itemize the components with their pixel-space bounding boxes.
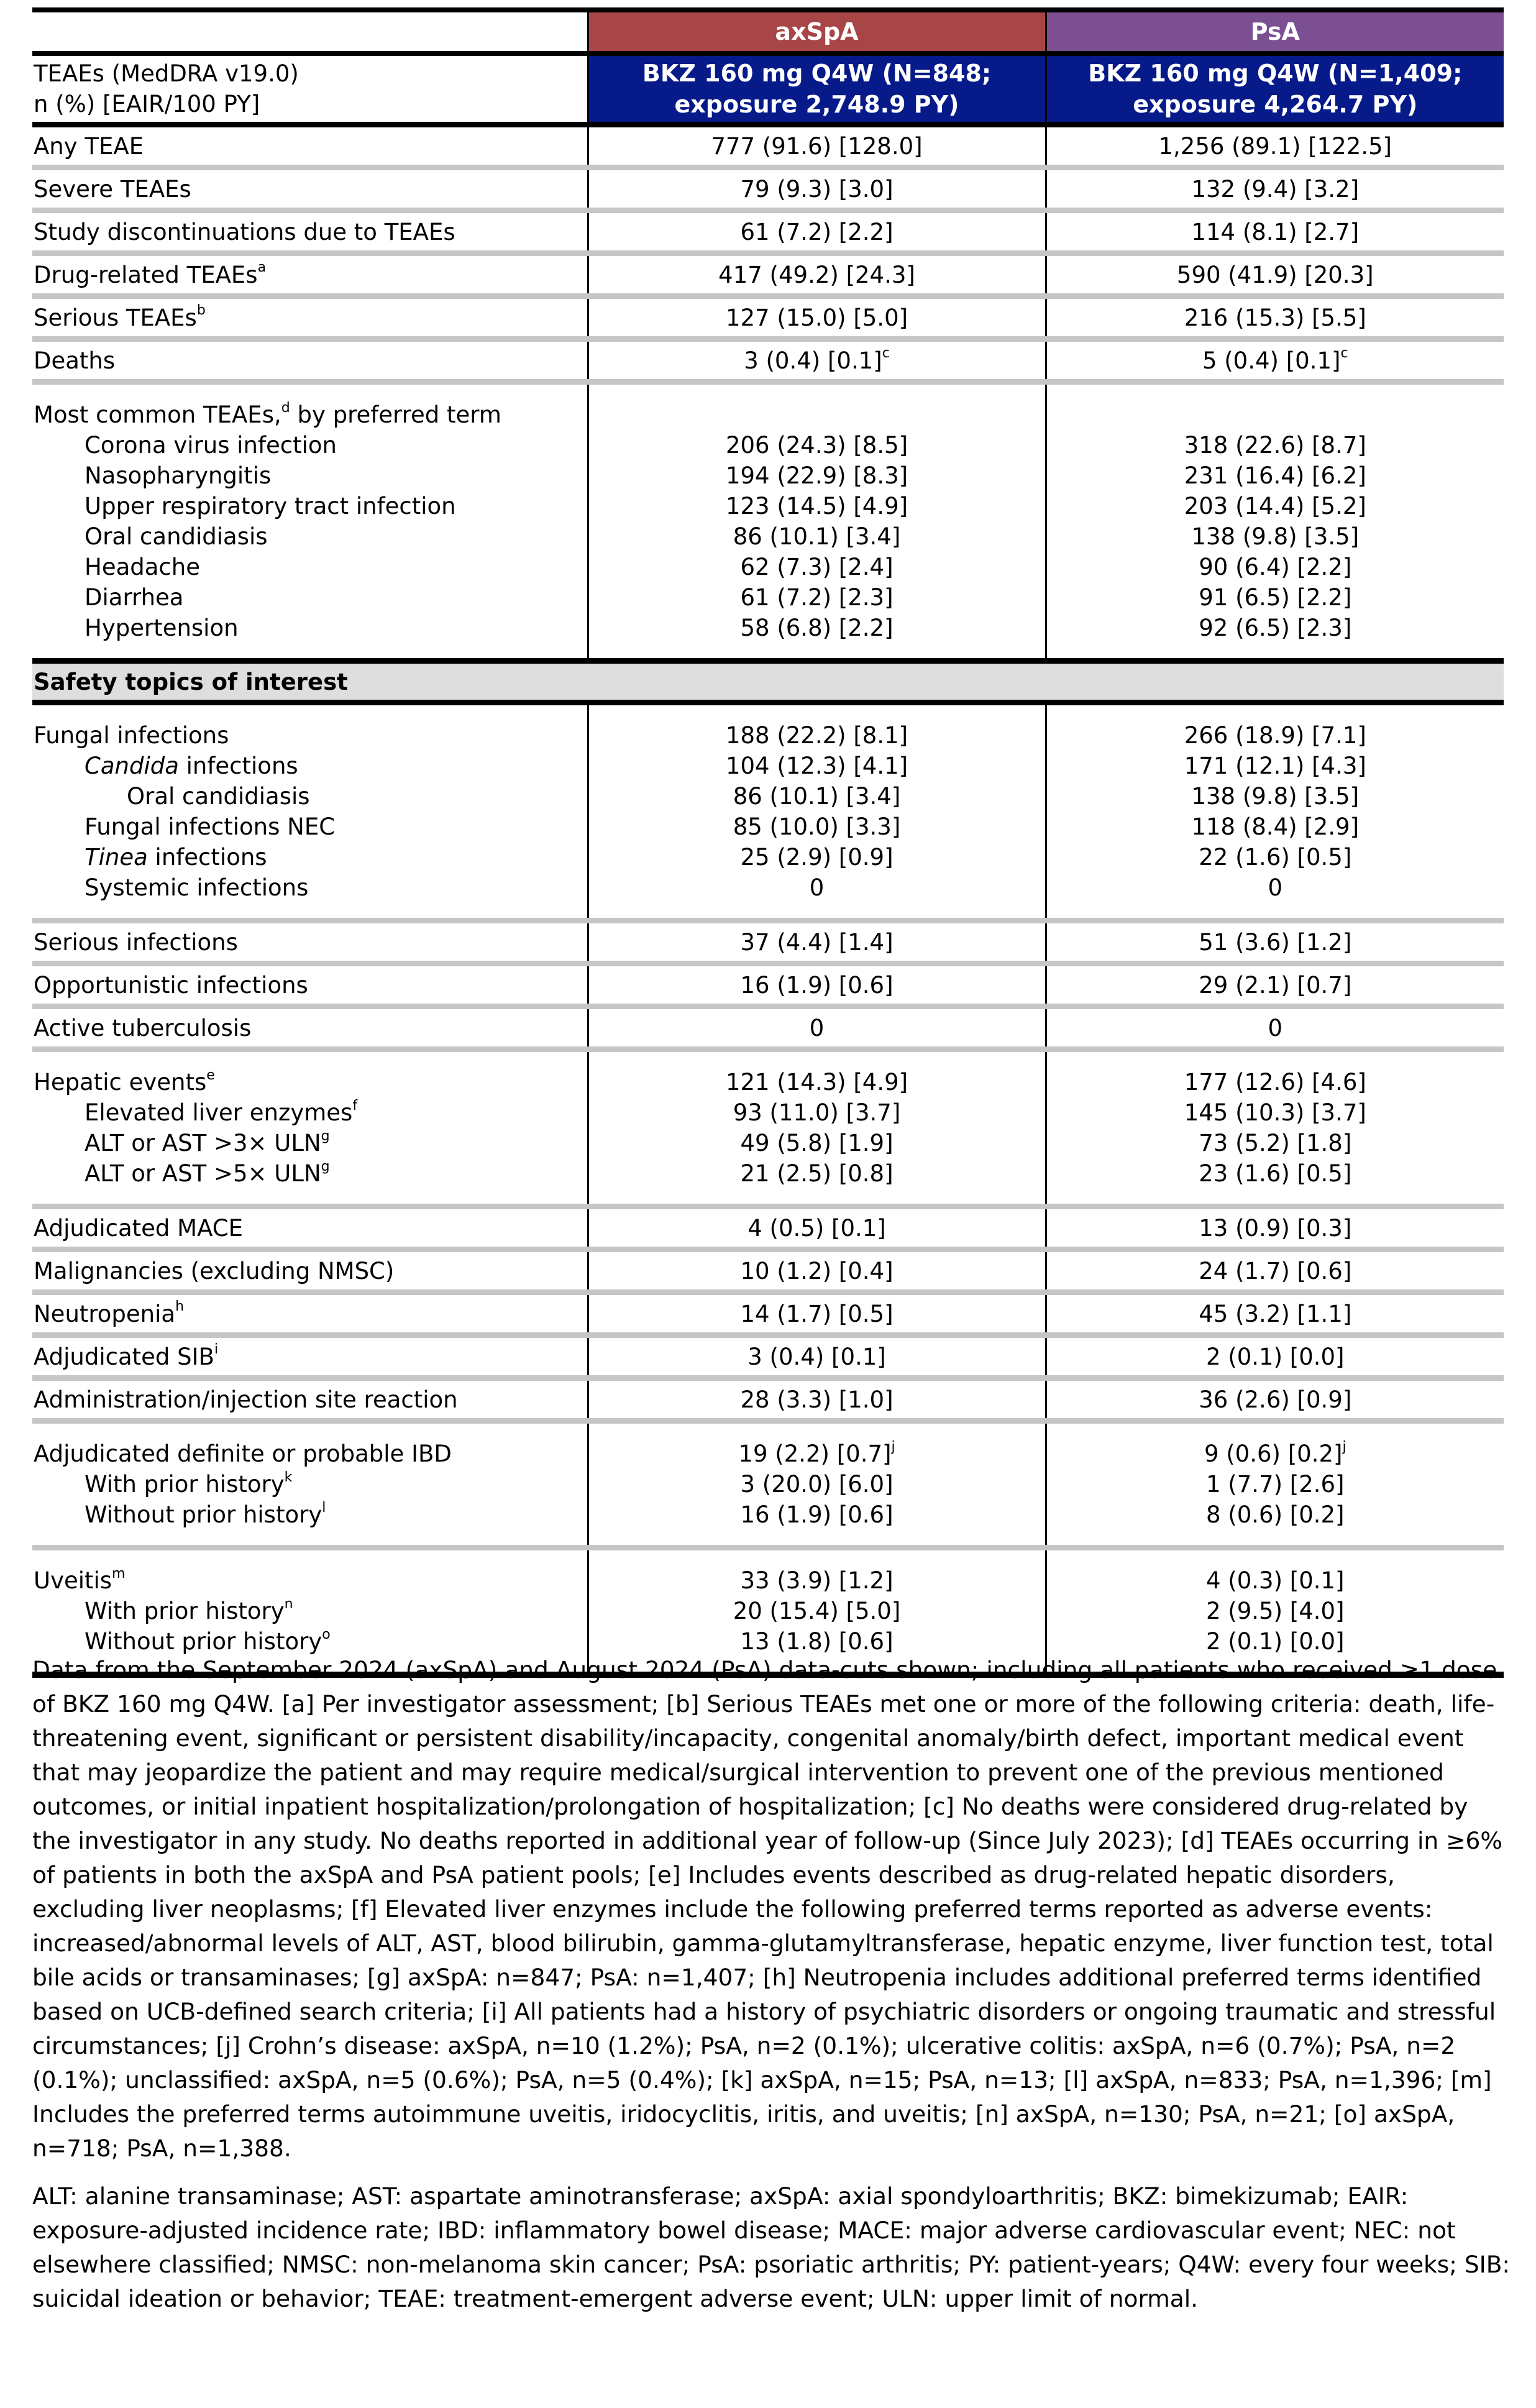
row-label: Opportunistic infections: [32, 964, 588, 1007]
footnote-marker: d: [281, 400, 290, 416]
psa-value: 91 (6.5) [2.2]: [1199, 584, 1352, 611]
row-label-text: Adjudicated SIB: [34, 1343, 214, 1370]
table-row: [32, 211, 1504, 254]
list-item-label: [34, 842, 587, 872]
axspa-value: 62 (7.3) [2.4]: [740, 554, 894, 580]
group-header-axspa: axSpA: [588, 10, 1046, 53]
psa-value: 118 (8.4) [2.9]: [1191, 813, 1360, 840]
axspa-value: 86 (10.1) [3.4]: [733, 783, 901, 810]
spacer: [1047, 400, 1504, 430]
axspa-value: 93 (11.0) [3.7]: [733, 1099, 901, 1126]
axspa-value: 0: [809, 874, 825, 901]
axspa-value: 16 (1.9) [0.6]: [588, 964, 1046, 1007]
psa-value: 36 (2.6) [0.9]: [1046, 1378, 1504, 1421]
footnote-marker: j: [1342, 1439, 1346, 1455]
axspa-value: 86 (10.1) [3.4]: [733, 523, 901, 550]
axspa-value: 123 (14.5) [4.9]: [725, 493, 908, 520]
row-label-text: Adjudicated MACE: [34, 1214, 243, 1242]
list-item-label: [34, 1626, 587, 1657]
label-text: Elevated liver enzymes: [85, 1099, 353, 1126]
psa-value: 29 (2.1) [0.7]: [1046, 964, 1504, 1007]
axspa-value: 0: [588, 1007, 1046, 1050]
table-row: [32, 1007, 1504, 1050]
footnote-marker: c: [882, 346, 890, 362]
psa-value: 171 (12.1) [4.3]: [1184, 753, 1366, 779]
row-label: [32, 1378, 588, 1421]
ibd-group: [32, 1421, 1504, 1548]
footnote-marker: e: [206, 1067, 215, 1083]
psa-value: 4 (0.3) [0.1]: [1206, 1567, 1345, 1594]
section-title: Safety topics of interest: [32, 661, 1504, 703]
row-label-header: [32, 53, 588, 125]
italic-term: Candida: [85, 753, 179, 779]
list-item-label: [34, 1469, 587, 1499]
psa-value: 8 (0.6) [0.2]: [1206, 1501, 1345, 1528]
psa-value: 92 (6.5) [2.3]: [1199, 615, 1352, 641]
axspa-value: 127 (15.0) [5.0]: [588, 296, 1046, 339]
table-row: [32, 1293, 1504, 1335]
most-common-labels: [32, 382, 588, 661]
hepatic-labels: [32, 1050, 588, 1207]
label-rest: infections: [147, 844, 267, 871]
fungal-axspa-values: [588, 703, 1046, 921]
row-label-text: Any TEAE: [34, 132, 144, 160]
psa-value: 22 (1.6) [0.5]: [1199, 844, 1352, 871]
label-text: ALT or AST >3× ULN: [85, 1130, 321, 1156]
footnote-marker: k: [284, 1469, 293, 1485]
psa-value: 24 (1.7) [0.6]: [1046, 1250, 1504, 1293]
footnote-marker: g: [321, 1158, 330, 1174]
label-text: Uveitis: [34, 1567, 112, 1594]
list-item-label: Fungal infections NEC: [85, 813, 336, 840]
axspa-value: 206 (24.3) [8.5]: [725, 432, 908, 459]
arm-header-row: [32, 53, 1504, 125]
table-row: [32, 339, 1504, 382]
safety-table-container: [32, 7, 1504, 1678]
row-label-text: Administration/injection site reaction: [34, 1386, 458, 1413]
list-item-label: [34, 1565, 587, 1596]
axspa-value: 188 (22.2) [8.1]: [725, 722, 908, 749]
row-label: Serious infections: [32, 921, 588, 964]
table-row: [32, 168, 1504, 211]
row-label: [32, 296, 588, 339]
footnote-marker: f: [352, 1097, 358, 1114]
list-item-label: [34, 1499, 587, 1530]
psa-value: 23 (1.6) [0.5]: [1199, 1160, 1352, 1187]
row-label-text: Drug-related TEAEs: [34, 261, 258, 288]
arm-header-axspa-line1: BKZ 160 mg Q4W (N=848;: [642, 60, 992, 87]
row-label: [32, 1293, 588, 1335]
list-item-label: Nasopharyngitis: [85, 462, 272, 489]
psa-value: 231 (16.4) [6.2]: [1184, 462, 1366, 489]
list-item-label: [34, 1097, 587, 1128]
axspa-value: 28 (3.3) [1.0]: [588, 1378, 1046, 1421]
psa-value-text: 5 (0.4) [0.1]: [1202, 347, 1341, 374]
table-row: [32, 921, 1504, 964]
psa-value: 138 (9.8) [3.5]: [1191, 783, 1360, 810]
footnote-abbreviations: ALT: alanine transaminase; AST: aspartate aminotransferase; axSpA: axial spondyloarthritis; BKZ: bimekizumab; EAIR: exposure-adjusted incidence rate; IBD: inflammatory bowel disease; MACE: major adverse cardiovascular event; NEC: not elsewhere classified; NMSC: non-melanoma skin cancer; PsA: psoriatic arthritis; PY: patient-years; Q4W: every four weeks; SIB: suicidal ideation or behavior; TEAE: treatment-emergent adverse event; ULN: upper limit of normal.: [32, 2182, 1511, 2312]
most-common-psa-values: [1046, 382, 1504, 661]
axspa-value: 79 (9.3) [3.0]: [588, 168, 1046, 211]
row-label-text: Serious TEAEs: [34, 304, 197, 331]
ibd-labels: [32, 1421, 588, 1548]
group-header-row: [32, 10, 1504, 53]
list-item-label: Systemic infections: [85, 874, 309, 901]
group-header-psa: PsA: [1046, 10, 1504, 53]
section-header-row: [32, 661, 1504, 703]
list-item-label: [34, 751, 587, 781]
fungal-infections-group: [32, 703, 1504, 921]
list-item-label: [34, 1158, 587, 1189]
list-item-label: [34, 1128, 587, 1158]
arm-header-psa: [1046, 53, 1504, 125]
axspa-value: 37 (4.4) [1.4]: [588, 921, 1046, 964]
arm-header-psa-line1: BKZ 160 mg Q4W (N=1,409;: [1088, 60, 1463, 87]
row-label-text: Severe TEAEs: [34, 175, 191, 203]
psa-value: 0: [1268, 874, 1283, 901]
table-row: [32, 1250, 1504, 1293]
axspa-value: 20 (15.4) [5.0]: [733, 1598, 901, 1624]
psa-value: 1 (7.7) [2.6]: [1206, 1471, 1345, 1498]
arm-header-psa-line2: exposure 4,264.7 PY): [1133, 91, 1418, 118]
psa-value: 2 (0.1) [0.0]: [1206, 1628, 1345, 1655]
axspa-value: 33 (3.9) [1.2]: [740, 1567, 894, 1594]
psa-value: 45 (3.2) [1.1]: [1046, 1293, 1504, 1335]
fungal-labels: [32, 703, 588, 921]
row-label: [32, 168, 588, 211]
axspa-value: 49 (5.8) [1.9]: [740, 1130, 894, 1156]
axspa-value: 14 (1.7) [0.5]: [588, 1293, 1046, 1335]
table-row: [32, 1207, 1504, 1250]
list-item-label: Adjudicated definite or probable IBD: [34, 1440, 452, 1467]
arm-header-axspa: [588, 53, 1046, 125]
hepatic-psa-values: [1046, 1050, 1504, 1207]
row-label: [32, 254, 588, 296]
spacer: [589, 400, 1045, 430]
footnote-marker: g: [321, 1128, 330, 1144]
hepatic-axspa-values: [588, 1050, 1046, 1207]
row-label: [32, 1207, 588, 1250]
list-item-label: Oral candidiasis: [85, 523, 268, 550]
psa-value: 1,256 (89.1) [122.5]: [1046, 125, 1504, 168]
table-row: [32, 296, 1504, 339]
psa-value: 51 (3.6) [1.2]: [1046, 921, 1504, 964]
most-common-title-text: Most common TEAEs,: [34, 401, 281, 428]
row-label: Active tuberculosis: [32, 1007, 588, 1050]
list-item-label: Upper respiratory tract infection: [85, 493, 456, 520]
psa-value: 73 (5.2) [1.8]: [1199, 1130, 1352, 1156]
hepatic-events-group: [32, 1050, 1504, 1207]
row-label-header-line1: TEAEs (MedDRA v19.0): [34, 60, 299, 87]
footnote-marker: h: [175, 1299, 185, 1315]
psa-value: 13 (0.9) [0.3]: [1046, 1207, 1504, 1250]
axspa-value: 61 (7.2) [2.3]: [740, 584, 894, 611]
table-row: [32, 125, 1504, 168]
row-label: [32, 1250, 588, 1293]
italic-term: Tinea: [85, 844, 148, 871]
footnote-marker: o: [322, 1626, 331, 1642]
most-common-title-suffix: by preferred term: [290, 401, 501, 428]
row-label-text: Study discontinuations due to TEAEs: [34, 218, 455, 245]
psa-value: 138 (9.8) [3.5]: [1191, 523, 1360, 550]
label-text: With prior history: [85, 1598, 285, 1624]
list-item-label: Oral candidiasis: [127, 783, 310, 810]
label-text: Hepatic events: [34, 1069, 207, 1096]
axspa-value: [589, 1439, 1045, 1469]
axspa-value: 85 (10.0) [3.3]: [733, 813, 901, 840]
psa-value: 318 (22.6) [8.7]: [1184, 432, 1366, 459]
psa-value: 590 (41.9) [20.3]: [1046, 254, 1504, 296]
axspa-value: 4 (0.5) [0.1]: [588, 1207, 1046, 1250]
axspa-value: 104 (12.3) [4.1]: [725, 753, 908, 779]
table-row: [32, 254, 1504, 296]
table-row: [32, 1378, 1504, 1421]
fungal-psa-values: [1046, 703, 1504, 921]
table-row: [32, 1335, 1504, 1378]
footnotes: [32, 1653, 1511, 2330]
psa-value: 145 (10.3) [3.7]: [1184, 1099, 1366, 1126]
list-item-label: Corona virus infection: [85, 432, 337, 459]
axspa-value-text: 3 (0.4) [0.1]: [744, 347, 882, 374]
footnote-marker: j: [891, 1439, 895, 1455]
footnote-marker: c: [1340, 346, 1348, 362]
list-item-label: [34, 1067, 587, 1097]
psa-value: 0: [1046, 1007, 1504, 1050]
psa-value: 90 (6.4) [2.2]: [1199, 554, 1352, 580]
label-rest: infections: [178, 753, 298, 779]
row-label: [32, 1335, 588, 1378]
row-label-header-line2: n (%) [EAIR/100 PY]: [34, 91, 260, 117]
psa-value: 177 (12.6) [4.6]: [1184, 1069, 1366, 1096]
axspa-value: 121 (14.3) [4.9]: [725, 1069, 908, 1096]
footnote-notes: Data from the September 2024 (axSpA) and August 2024 (PsA) data-cuts shown; including all patients who received ≥1 dose of BKZ 160 mg Q4W. [a] Per investigator assessment; [b] Serious TEAEs met one or more of the following criteria: death, life-threatening event, significant or persistent disability/incapacity, congenital anomaly/birth defect, important medical event that may jeopardize the patient and may require medical/surgical intervention to prevent one of the previous mentioned outcomes, or initial inpatient hospitalization/prolongation of hospitalization; [c] No deaths were considered drug-related by the investigator in any study. No deaths reported in additional year of follow-up (Since July 2023); [d] TEAEs occurring in ≥6% of patients in both the axSpA and PsA patient pools; [e] Includes events described as drug-related hepatic disorders, excluding liver neoplasms; [f] Elevated liver enzymes include the following preferred terms reported as adverse events: increased/abnormal levels of ALT, AST, blood bilirubin, gamma-glutamyltransferase, hepatic enzyme, liver function test, total bile acids or transaminases; [g] axSpA: n=847; PsA: n=1,407; [h] Neutropenia includes additional preferred terms identified based on UCB-defined search criteria; [i] All patients had a history of psychiatric disorders or ongoing traumatic and stressful circumstances; [j] Crohn’s disease: axSpA, n=10 (1.2%); PsA, n=2 (0.1%); ulcerative colitis: axSpA, n=6 (0.7%); PsA, n=2 (0.1%); unclassified: axSpA, n=5 (0.6%); PsA, n=5 (0.4%); [k] axSpA, n=15; PsA, n=13; [l] axSpA, n=833; PsA, n=1,396; [m] Includes the preferred terms autoimmune uveitis, iridocyclitis, iritis, and uveitis; [n] axSpA, n=130; PsA, n=21; [o] axSpA, n=718; PsA, n=1,388.: [32, 1656, 1502, 2162]
label-text: Without prior history: [85, 1628, 322, 1655]
axspa-value: 13 (1.8) [0.6]: [740, 1628, 894, 1655]
most-common-teaes-group: [32, 382, 1504, 661]
most-common-title: [34, 400, 587, 430]
list-item-label: [34, 1596, 587, 1626]
ibd-psa-values: [1046, 1421, 1504, 1548]
table-row: [32, 964, 1504, 1007]
psa-value: 203 (14.4) [5.2]: [1184, 493, 1366, 520]
ibd-axspa-values: [588, 1421, 1046, 1548]
value-text: 19 (2.2) [0.7]: [738, 1440, 892, 1467]
row-label-text: Neutropenia: [34, 1300, 176, 1327]
psa-value: 132 (9.4) [3.2]: [1046, 168, 1504, 211]
psa-value: [1047, 1439, 1504, 1469]
axspa-value: 3 (0.4) [0.1]: [588, 1335, 1046, 1378]
axspa-value: 25 (2.9) [0.9]: [740, 844, 894, 871]
most-common-axspa-values: [588, 382, 1046, 661]
label-text: Without prior history: [85, 1501, 322, 1528]
axspa-value: [588, 339, 1046, 382]
row-label-text: Malignancies (excluding NMSC): [34, 1257, 395, 1284]
psa-value: 2 (0.1) [0.0]: [1046, 1335, 1504, 1378]
axspa-value: 58 (6.8) [2.2]: [740, 615, 894, 641]
footnote-marker: i: [214, 1342, 219, 1358]
list-item-label: Fungal infections: [34, 722, 229, 749]
arm-header-axspa-line2: exposure 2,748.9 PY): [674, 91, 959, 118]
row-label: [32, 211, 588, 254]
footnote-marker: n: [284, 1596, 293, 1612]
row-label: [32, 125, 588, 168]
footnote-marker: a: [257, 260, 267, 276]
blank-header-cell: [32, 10, 588, 53]
list-item-label: Hypertension: [85, 615, 239, 641]
value-text: 9 (0.6) [0.2]: [1204, 1440, 1343, 1467]
psa-value: 216 (15.3) [5.5]: [1046, 296, 1504, 339]
axspa-value: 417 (49.2) [24.3]: [588, 254, 1046, 296]
psa-value: 2 (9.5) [4.0]: [1206, 1598, 1345, 1624]
label-text: ALT or AST >5× ULN: [85, 1160, 321, 1187]
psa-value: 114 (8.1) [2.7]: [1046, 211, 1504, 254]
safety-table: [32, 7, 1504, 1678]
footnote-marker: l: [322, 1499, 326, 1516]
axspa-value: 3 (20.0) [6.0]: [740, 1471, 894, 1498]
axspa-value: 10 (1.2) [0.4]: [588, 1250, 1046, 1293]
list-item-label: Headache: [85, 554, 200, 580]
list-item-label: Diarrhea: [85, 584, 184, 611]
footnote-marker: b: [196, 303, 206, 319]
axspa-value: 21 (2.5) [0.8]: [740, 1160, 894, 1187]
label-text: With prior history: [85, 1471, 285, 1498]
row-label-text: Deaths: [34, 347, 116, 374]
axspa-value: 61 (7.2) [2.2]: [588, 211, 1046, 254]
axspa-value: 16 (1.9) [0.6]: [740, 1501, 894, 1528]
row-label: [32, 339, 588, 382]
axspa-value: 194 (22.9) [8.3]: [725, 462, 908, 489]
psa-value: 266 (18.9) [7.1]: [1184, 722, 1366, 749]
psa-value: [1046, 339, 1504, 382]
footnote-marker: m: [112, 1565, 126, 1582]
axspa-value: 777 (91.6) [128.0]: [588, 125, 1046, 168]
